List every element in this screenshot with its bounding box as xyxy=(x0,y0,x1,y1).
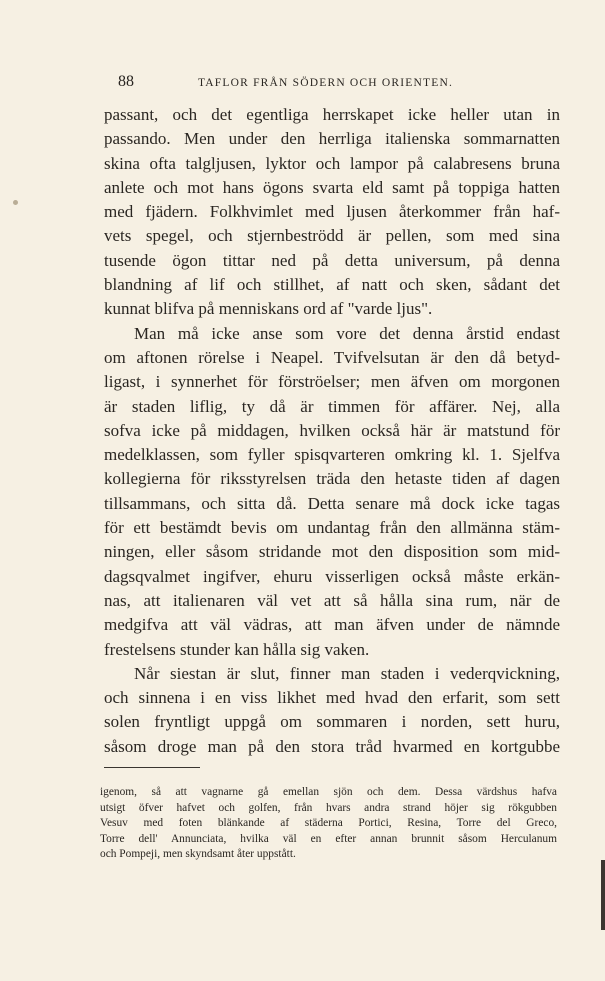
text-line: dagsqvalmet ingifver, ehuru visserligen också måste erkän- xyxy=(104,566,560,586)
text-line: ningen, eller såsom stridande mot den disposition som mid- xyxy=(104,542,560,562)
text-line: för ett bestämdt bevis om undantag från den allmänna stäm- xyxy=(104,518,560,538)
running-title: TAFLOR FRÅN SÖDERN OCH ORIENTEN. xyxy=(198,77,454,89)
text-line: passando. Men under den herrliga italienska sommarnatten xyxy=(104,129,560,149)
paper-speck xyxy=(13,200,18,205)
text-line: om aftonen rörelse i Neapel. Tvifvelsutan är den då betyd- xyxy=(104,347,560,367)
text-line: ligast, i synnerhet för förströelser; men äfven om morgonen xyxy=(104,372,560,392)
footnote-rule xyxy=(104,767,200,768)
text-line: är staden liflig, ty då är timmen för affärer. Nej, alla xyxy=(104,396,560,416)
footnote-line: och Pompeji, men skyndsamt åter uppstått. xyxy=(100,848,296,860)
text-line: vets spegel, och stjernbeströdd är pellen, som med sina xyxy=(104,226,560,246)
footnote-line: igenom, så att vagnarne gå emellan sjön och dem. Dessa värdshus hafva xyxy=(100,786,557,798)
footnote-line: utsigt öfver hafvet och golfen, från hvars andra strand höjer sig rökgubben xyxy=(100,801,557,814)
text-line: Når siestan är slut, finner man staden i vederqvickning, xyxy=(134,663,560,683)
text-line: frestelsens stunder kan hålla sig vaken. xyxy=(104,639,370,659)
text-line: sofva icke på middagen, hvilken också här är matstund för xyxy=(104,420,560,440)
text-line: anlete och mot hans ögons svarta eld samt på toppiga hatten xyxy=(104,177,560,197)
page-header xyxy=(118,73,563,95)
text-line: kollegierna för riksstyrelsen träda den hetaste tiden af dagen xyxy=(104,469,560,489)
text-line: solen fryntligt uppgå om sommaren i norden, sett huru, xyxy=(104,712,560,732)
text-line: skina ofta talgljusen, lyktor och lampor på calabresens bruna xyxy=(104,153,560,173)
body-text xyxy=(104,103,560,759)
text-line: med fjädern. Folkhvimlet med ljusen återkommer från haf- xyxy=(104,202,560,222)
text-line: passant, och det egentliga herrskapet icke heller utan in xyxy=(104,105,560,124)
footnotes xyxy=(100,785,557,863)
text-line: nas, att italienaren väl vet att så hålla sina rum, när de xyxy=(104,590,560,610)
footnote-line: Torre dell' Annunciata, hvilka väl en efter annan brunnit såsom Herculanum xyxy=(100,832,557,845)
text-line: såsom droge man på den stora tråd hvarmed en kortgubbe xyxy=(104,736,560,756)
text-line: Man må icke anse som vore det denna årstid endast xyxy=(134,323,560,343)
page-number: 88 xyxy=(118,73,134,90)
text-line: tusende ögon tittar ned på detta universum, på denna xyxy=(104,250,560,270)
text-line: kunnat blifva på menniskans ord af "varde ljus". xyxy=(104,299,433,319)
text-line: medelklassen, som fyller spisqvarteren omkring kl. 1. Sjelfva xyxy=(104,445,560,465)
text-line: blandning af lif och stillhet, af natt och sken, sådant det xyxy=(104,275,560,295)
text-line: tillsammans, och sitta då. Detta senare må dock icke tagas xyxy=(104,493,560,513)
binding-edge xyxy=(601,860,605,930)
text-line: medgifva att väl vädras, att man äfven under de nämnde xyxy=(104,615,560,635)
text-line: och sinnena i en viss likhet med hvad den erfarit, som sett xyxy=(104,688,560,708)
footnote-line: Vesuv med foten blänkande af städerna Portici, Resina, Torre del Greco, xyxy=(100,817,557,829)
